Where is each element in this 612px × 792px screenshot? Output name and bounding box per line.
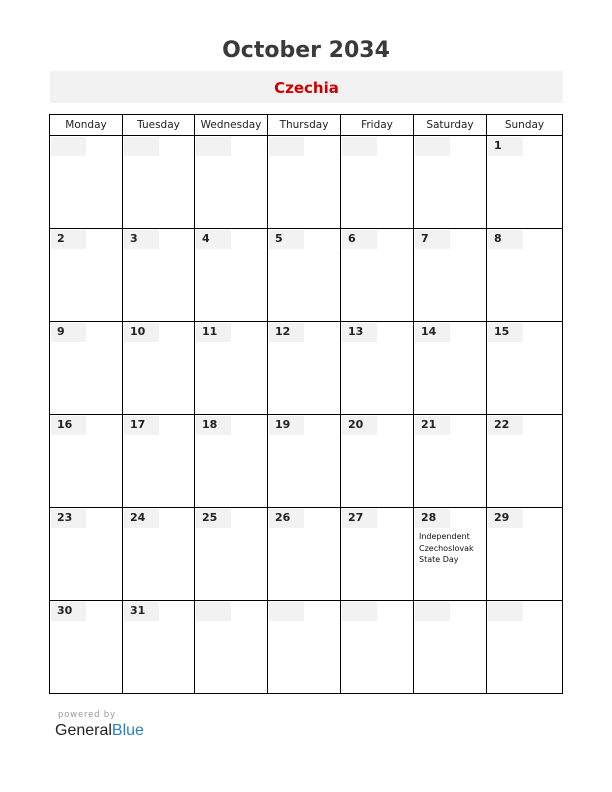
day-cell bbox=[268, 229, 341, 322]
day-cell bbox=[123, 136, 195, 229]
day-number-box bbox=[342, 602, 377, 621]
day-cell bbox=[487, 508, 563, 601]
day-cell bbox=[50, 415, 123, 508]
week-row bbox=[50, 415, 563, 508]
day-cell bbox=[487, 415, 563, 508]
day-number: 5 bbox=[275, 232, 283, 245]
day-cell bbox=[268, 136, 341, 229]
day-number-box bbox=[196, 137, 231, 156]
day-number-box bbox=[269, 137, 304, 156]
day-number-box bbox=[51, 137, 86, 156]
brand-blue-text: Blue bbox=[111, 722, 144, 739]
day-cell bbox=[341, 601, 414, 694]
day-number: 13 bbox=[348, 325, 364, 338]
day-number: 11 bbox=[202, 325, 218, 338]
day-cell bbox=[268, 508, 341, 601]
day-cell bbox=[50, 229, 123, 322]
brand-logo bbox=[55, 722, 144, 740]
week-row bbox=[50, 322, 563, 415]
day-cell bbox=[123, 415, 195, 508]
day-number: 26 bbox=[275, 511, 291, 524]
day-number: 27 bbox=[348, 511, 364, 524]
weekday-header-row bbox=[50, 115, 563, 136]
day-number: 30 bbox=[57, 604, 73, 617]
day-number: 12 bbox=[275, 325, 291, 338]
day-cell bbox=[195, 136, 268, 229]
day-number: 3 bbox=[130, 232, 138, 245]
day-cell bbox=[487, 601, 563, 694]
day-cell bbox=[268, 601, 341, 694]
weekday-header: Thursday bbox=[268, 115, 341, 136]
day-cell bbox=[341, 322, 414, 415]
day-cell bbox=[50, 136, 123, 229]
day-number: 9 bbox=[57, 325, 65, 338]
day-number-box bbox=[415, 602, 450, 621]
weekday-header: Saturday bbox=[414, 115, 487, 136]
day-number: 1 bbox=[494, 139, 502, 152]
day-cell bbox=[123, 601, 195, 694]
day-number: 19 bbox=[275, 418, 291, 431]
day-cell bbox=[123, 508, 195, 601]
day-number: 25 bbox=[202, 511, 218, 524]
day-number: 10 bbox=[130, 325, 146, 338]
day-number: 21 bbox=[421, 418, 437, 431]
country-name: Czechia bbox=[274, 79, 339, 97]
day-cell bbox=[195, 508, 268, 601]
day-cell bbox=[195, 601, 268, 694]
day-cell bbox=[341, 229, 414, 322]
day-number: 24 bbox=[130, 511, 146, 524]
day-cell bbox=[487, 136, 563, 229]
day-cell bbox=[341, 508, 414, 601]
day-number: 23 bbox=[57, 511, 73, 524]
day-number-box bbox=[342, 137, 377, 156]
day-cell bbox=[50, 508, 123, 601]
day-cell bbox=[414, 508, 487, 601]
day-number: 20 bbox=[348, 418, 364, 431]
day-number-box bbox=[124, 137, 159, 156]
day-number-box bbox=[488, 602, 523, 621]
day-cell bbox=[123, 229, 195, 322]
day-number: 14 bbox=[421, 325, 437, 338]
day-cell bbox=[341, 136, 414, 229]
day-cell bbox=[414, 415, 487, 508]
holiday-label: Independent Czechoslovak State Day bbox=[419, 532, 474, 564]
day-cell bbox=[487, 322, 563, 415]
day-number: 28 bbox=[421, 511, 437, 524]
day-number-box bbox=[269, 602, 304, 621]
day-number-box bbox=[196, 602, 231, 621]
day-number-box bbox=[415, 137, 450, 156]
day-number: 17 bbox=[130, 418, 146, 431]
week-row bbox=[50, 601, 563, 694]
day-cell bbox=[414, 136, 487, 229]
day-number: 16 bbox=[57, 418, 73, 431]
day-cell bbox=[268, 322, 341, 415]
day-cell bbox=[123, 322, 195, 415]
weekday-header: Tuesday bbox=[123, 115, 195, 136]
day-number: 15 bbox=[494, 325, 510, 338]
weekday-header: Monday bbox=[50, 115, 123, 136]
week-row bbox=[50, 229, 563, 322]
day-cell bbox=[195, 229, 268, 322]
weekday-header: Sunday bbox=[487, 115, 563, 136]
day-cell bbox=[414, 322, 487, 415]
day-cell bbox=[487, 229, 563, 322]
weekday-header: Friday bbox=[341, 115, 414, 136]
day-cell bbox=[414, 601, 487, 694]
day-cell bbox=[341, 415, 414, 508]
day-number: 6 bbox=[348, 232, 356, 245]
day-number: 18 bbox=[202, 418, 218, 431]
day-number: 4 bbox=[202, 232, 210, 245]
day-number: 8 bbox=[494, 232, 502, 245]
calendar-title: October 2034 bbox=[222, 38, 390, 63]
day-cell bbox=[195, 322, 268, 415]
calendar-grid bbox=[49, 114, 563, 694]
day-cell bbox=[50, 601, 123, 694]
brand-general-text: General bbox=[55, 722, 112, 739]
powered-by-label: powered by bbox=[58, 710, 116, 720]
day-number: 31 bbox=[130, 604, 146, 617]
country-banner bbox=[50, 71, 563, 103]
day-cell bbox=[195, 415, 268, 508]
weekday-header: Wednesday bbox=[195, 115, 268, 136]
day-cell bbox=[268, 415, 341, 508]
day-cell bbox=[50, 322, 123, 415]
day-number: 29 bbox=[494, 511, 510, 524]
week-row bbox=[50, 136, 563, 229]
week-row bbox=[50, 508, 563, 601]
day-number: 22 bbox=[494, 418, 510, 431]
day-cell bbox=[414, 229, 487, 322]
day-number: 7 bbox=[421, 232, 429, 245]
day-number: 2 bbox=[57, 232, 65, 245]
